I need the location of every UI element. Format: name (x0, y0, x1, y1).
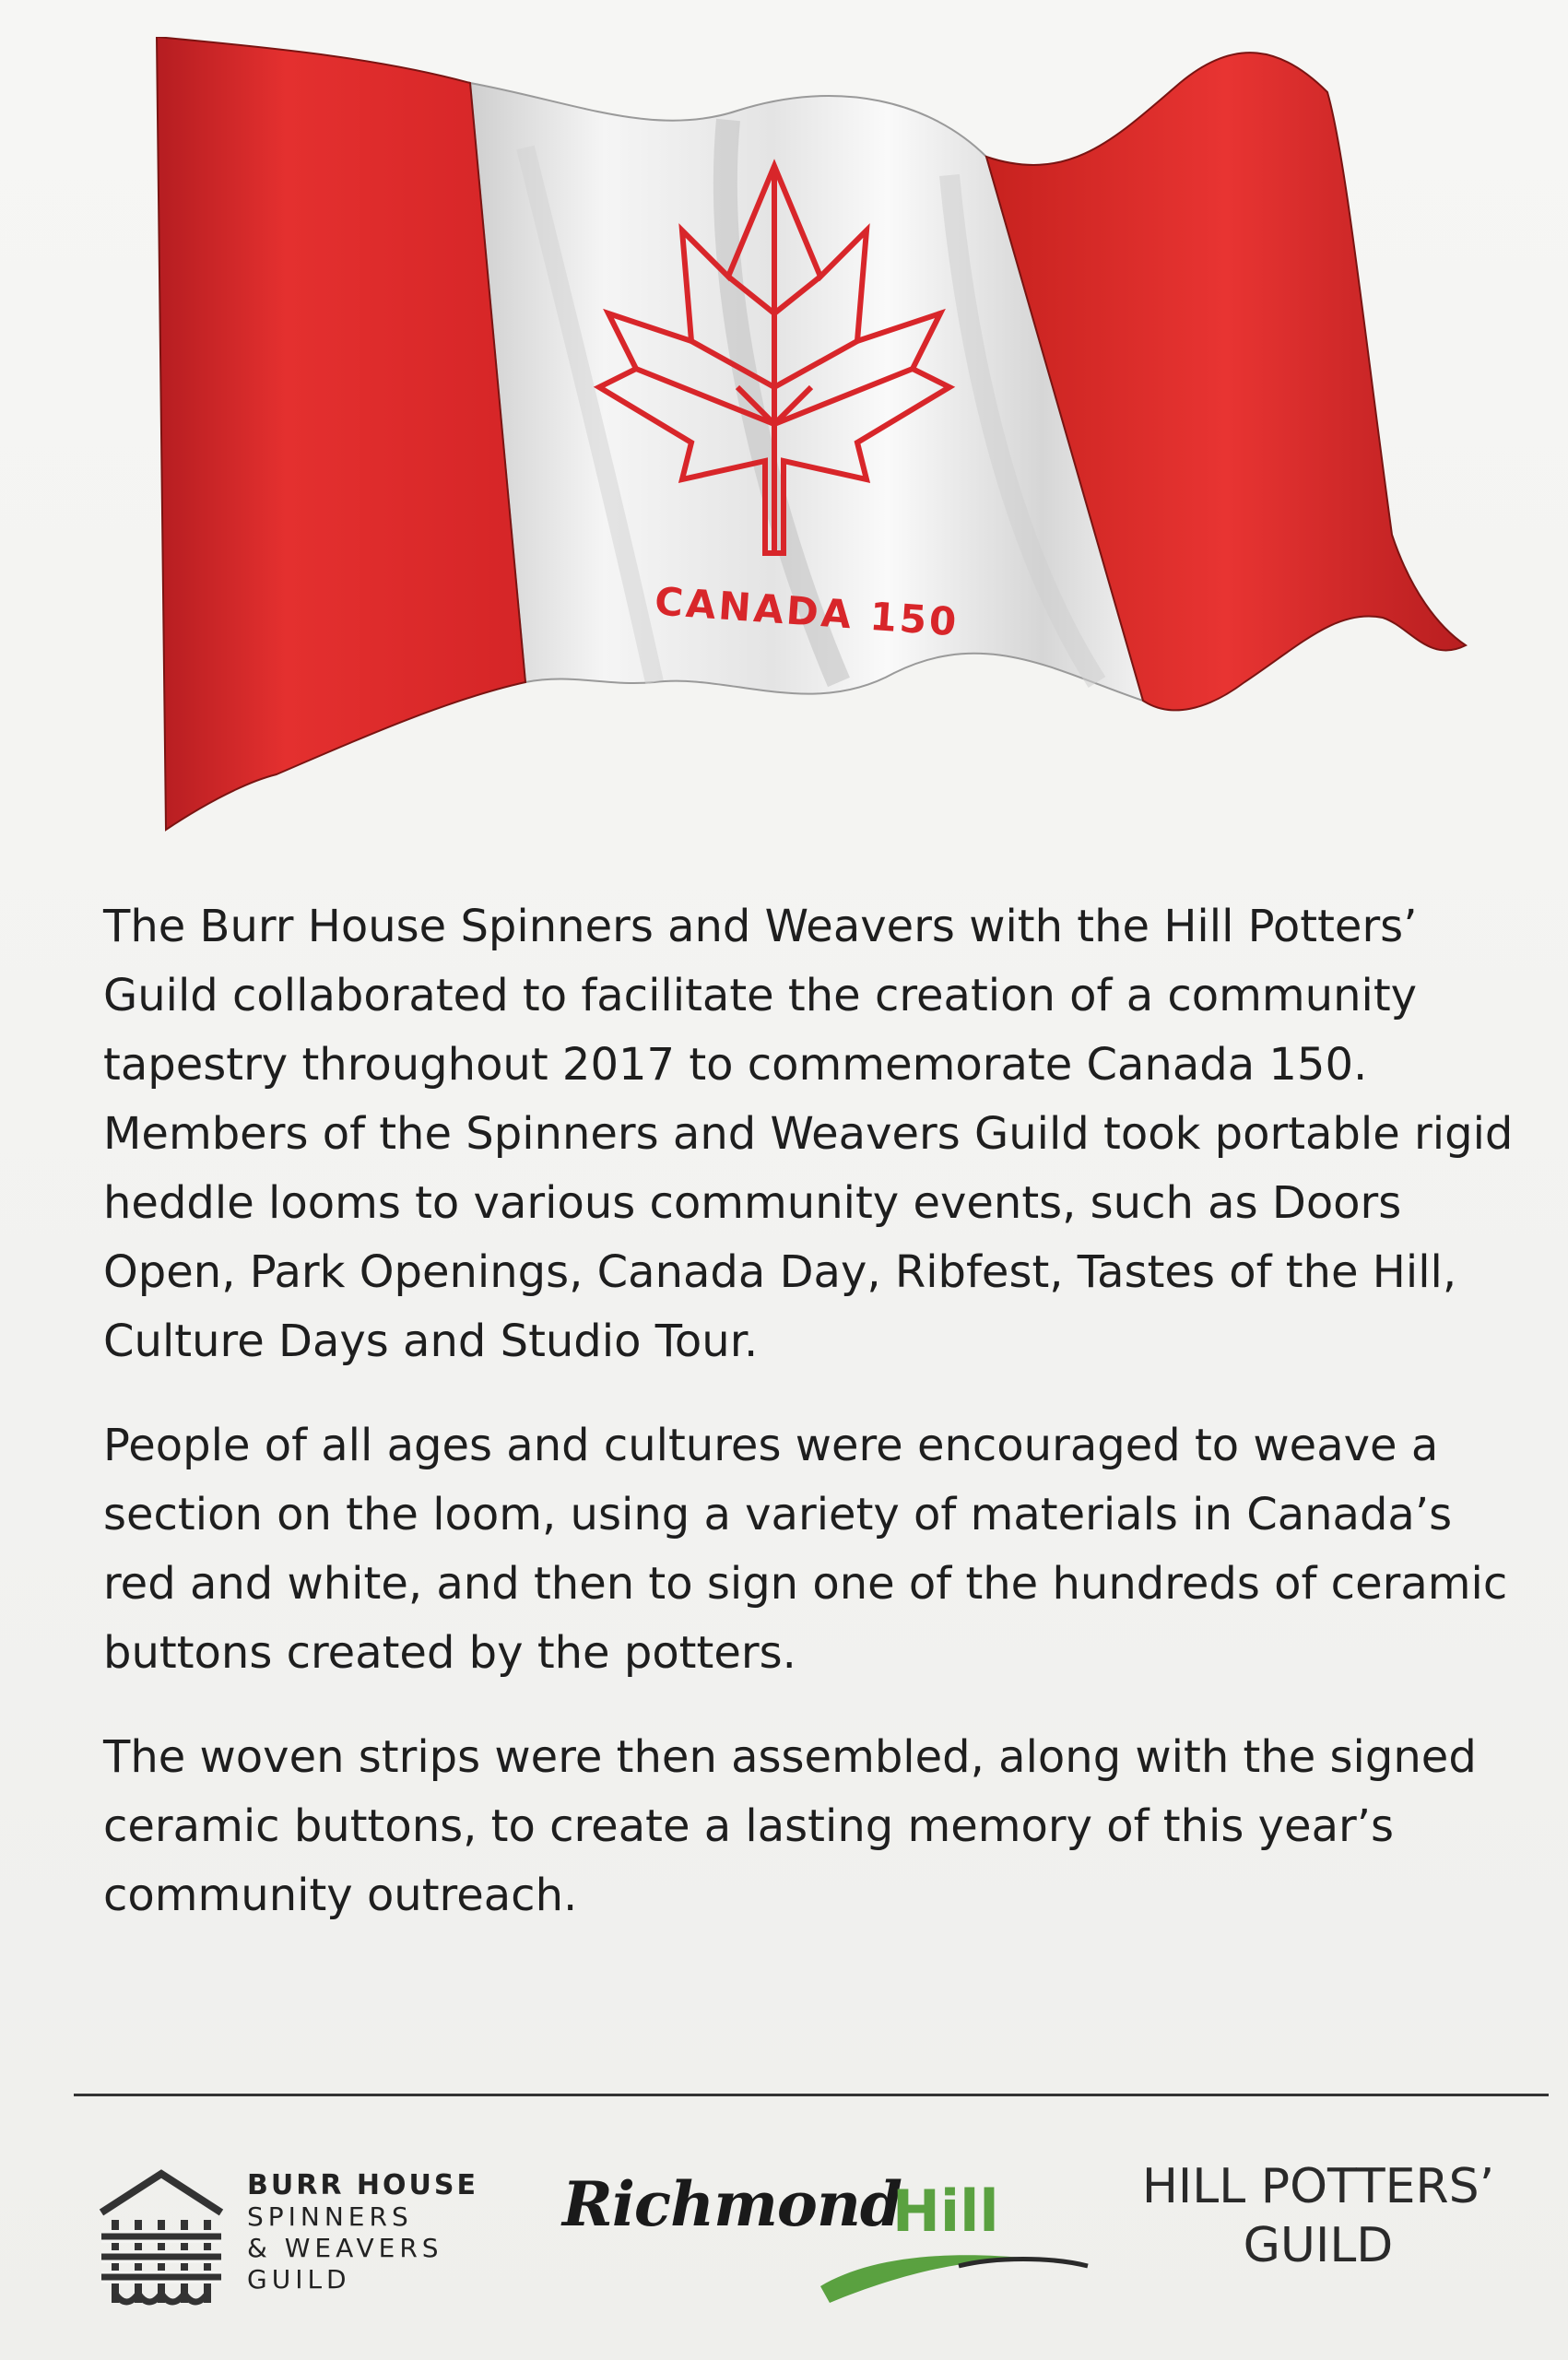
description-body (103, 892, 1523, 1965)
burr-house-line1: BURR HOUSE (247, 2169, 478, 2201)
paragraph-1: The Burr House Spinners and Weavers with the Hill Potters’ Guild collaborated to facilitate the creation of a community tapestry throughout 2017 to commemorate Canada 150. Members of the Spinners and Weavers Guild took portable rigid heddle looms to various community events, such as Doors Open, Park Openings, Canada Day, Ribfest, Tastes of the Hill, Culture Days and Studio Tour. (103, 901, 1514, 1367)
richmond-hill-logo (553, 2148, 1106, 2323)
flag-caption: CANADA 150 (653, 578, 961, 645)
hill-potters-logo (1088, 2157, 1549, 2275)
canada-flag-graphic (138, 37, 1484, 848)
burr-house-logo (92, 2165, 516, 2312)
paragraph-3: The woven strips were then assembled, along with the signed ceramic buttons, to create a lasting memory of this year’s community outreach. (103, 1731, 1477, 1921)
hill-potters-line1: HILL POTTERS’ (1141, 2159, 1495, 2214)
burr-house-line3: & WEAVERS (247, 2233, 443, 2263)
richmond-hill-word: Hill (892, 2177, 999, 2245)
paragraph-2: People of all ages and cultures were encouraged to weave a section on the loom, using a variety of materials in Canada’s red and white, and then to sign one of the hundreds of ceramic buttons created by the potters. (103, 1420, 1508, 1679)
richmond-hill-script: Richmond (562, 2168, 902, 2240)
burr-house-line4: GUILD (247, 2264, 351, 2295)
loom-house-icon (92, 2165, 230, 2312)
hill-potters-line2: GUILD (1243, 2218, 1394, 2273)
swoosh-icon (553, 2148, 1106, 2323)
sponsor-logos (0, 2120, 1568, 2351)
burr-house-line2: SPINNERS (247, 2201, 413, 2232)
divider-line (74, 2094, 1549, 2096)
